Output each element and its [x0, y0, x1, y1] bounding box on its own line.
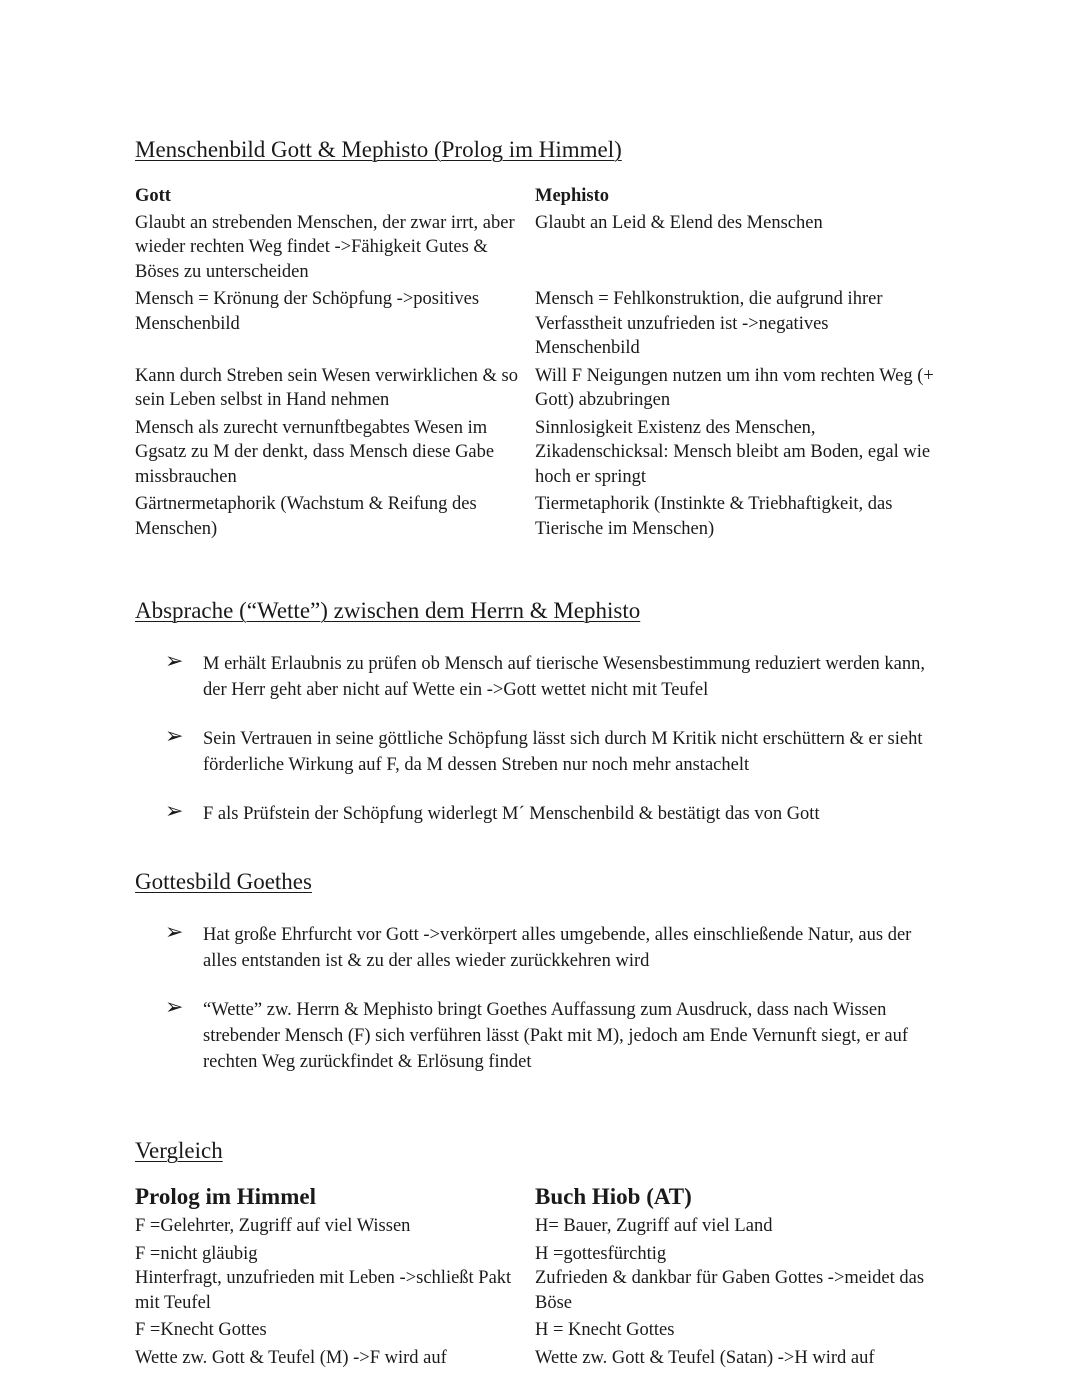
- arrowhead-bullet-icon: ➢: [165, 724, 184, 749]
- table-cell: Glaubt an strebenden Menschen, der zwar irrt, aber wieder rechten Weg findet ->Fähigkeit Gutes & Böses zu unterscheiden: [135, 212, 515, 282]
- list-item: [165, 922, 935, 974]
- table-cell: H = Knecht Gottes: [535, 1320, 675, 1340]
- heading-absprache: Absprache (“Wette”) zwischen dem Herrn & Mephisto: [135, 598, 641, 623]
- list-item: [165, 801, 935, 827]
- table-cell: H =gottesfürchtig: [535, 1243, 667, 1264]
- column-header-hiob: Buch Hiob (AT): [535, 1184, 692, 1209]
- list-item-text: F als Prüfstein der Schöpfung widerlegt M´ Menschenbild & bestätigt das von Gott: [203, 804, 820, 824]
- vergleich-table: [135, 1182, 935, 1373]
- table-row: [135, 1242, 935, 1267]
- table-row: [135, 1346, 935, 1374]
- arrowhead-bullet-icon: ➢: [165, 995, 184, 1020]
- menschenbild-table: [135, 184, 935, 544]
- table-cell: Wette zw. Gott & Teufel (M) ->F wird auf: [135, 1347, 447, 1368]
- table-cell: H= Bauer, Zugriff auf viel Land: [535, 1216, 773, 1236]
- table-row: [135, 492, 935, 544]
- table-cell: Zufrieden & dankbar für Gaben Gottes ->meidet das Böse: [535, 1268, 925, 1313]
- list-item-text: Sein Vertrauen in seine göttliche Schöpfung lässt sich durch M Kritik nicht erschüttern & er sieht förderliche Wirkung auf F, da M dessen Streben nur noch mehr anstachelt: [203, 729, 923, 775]
- list-item: [165, 997, 935, 1075]
- list-item: [165, 726, 935, 778]
- list-item-text: Hat große Ehrfurcht vor Gott ->verkörpert alles umgebende, alles einschließende Natur, aus der alles entstanden ist & zu der alles wieder zurückkehren wird: [203, 925, 912, 971]
- table-cell: Glaubt an Leid & Elend des Menschen: [535, 212, 823, 233]
- table-row: [135, 287, 935, 364]
- table-row: [135, 1214, 935, 1242]
- list-item-text: M erhält Erlaubnis zu prüfen ob Mensch auf tierische Wesensbestimmung reduziert werden kann, der Herr geht aber nicht auf Wette ein ->Gott wettet nicht mit Teufel: [203, 654, 926, 700]
- arrowhead-bullet-icon: ➢: [165, 920, 184, 945]
- table-cell: Kann durch Streben sein Wesen verwirklichen & so sein Leben selbst in Hand nehmen: [135, 365, 518, 410]
- gottesbild-bullet-list: [165, 922, 935, 1075]
- list-item-text: “Wette” zw. Herrn & Mephisto bringt Goethes Auffassung zum Ausdruck, dass nach Wissen strebender Mensch (F) sich verführen lässt (Pakt mit M), jedoch am Ende Vernunft siegt, er auf rechten Weg zurückfindet & Erlösung findet: [203, 1000, 909, 1072]
- heading-menschenbild: Menschenbild Gott & Mephisto (Prolog im Himmel): [135, 137, 622, 162]
- arrowhead-bullet-icon: ➢: [165, 649, 184, 674]
- table-cell: Tiermetaphorik (Instinkte & Triebhaftigkeit, das Tierische im Menschen): [535, 494, 893, 539]
- table-row: [135, 364, 935, 416]
- heading-gottesbild: Gottesbild Goethes: [135, 869, 312, 894]
- table-cell: Hinterfragt, unzufrieden mit Leben ->schließt Pakt mit Teufel: [135, 1268, 512, 1313]
- table-cell: F =Gelehrter, Zugriff auf viel Wissen: [135, 1216, 411, 1236]
- arrowhead-bullet-icon: ➢: [165, 799, 184, 824]
- table-cell: F =nicht gläubig: [135, 1243, 258, 1264]
- table-cell: Will F Neigungen nutzen um ihn vom rechten Weg (+ Gott) abzubringen: [535, 365, 934, 410]
- column-header-prolog: Prolog im Himmel: [135, 1184, 316, 1209]
- table-row: [135, 211, 935, 288]
- column-header-mephisto: Mephisto: [535, 186, 609, 206]
- list-item: [165, 651, 935, 703]
- table-row: [135, 1266, 935, 1318]
- heading-vergleich: Vergleich: [135, 1138, 223, 1163]
- table-cell: F =Knecht Gottes: [135, 1320, 267, 1340]
- absprache-bullet-list: [165, 651, 935, 827]
- table-cell: Mensch = Krönung der Schöpfung ->positives Menschenbild: [135, 289, 480, 334]
- table-cell: Mensch = Fehlkonstruktion, die aufgrund ihrer Verfasstheit unzufrieden ist ->negatives Menschenbild: [535, 289, 883, 358]
- table-row: [135, 1318, 935, 1346]
- table-cell: Gärtnermetaphorik (Wachstum & Reifung des Menschen): [135, 494, 477, 539]
- table-row: [135, 416, 935, 493]
- table-cell: Mensch als zurecht vernunftbegabtes Wesen im Ggsatz zu M der denkt, dass Mensch diese Gabe missbrauchen: [135, 417, 495, 487]
- table-cell: Wette zw. Gott & Teufel (Satan) ->H wird auf: [535, 1347, 875, 1368]
- table-cell: Sinnlosigkeit Existenz des Menschen, Zikadenschicksal: Mensch bleibt am Boden, egal wie hoch er springt: [535, 417, 931, 487]
- column-header-gott: Gott: [135, 186, 171, 206]
